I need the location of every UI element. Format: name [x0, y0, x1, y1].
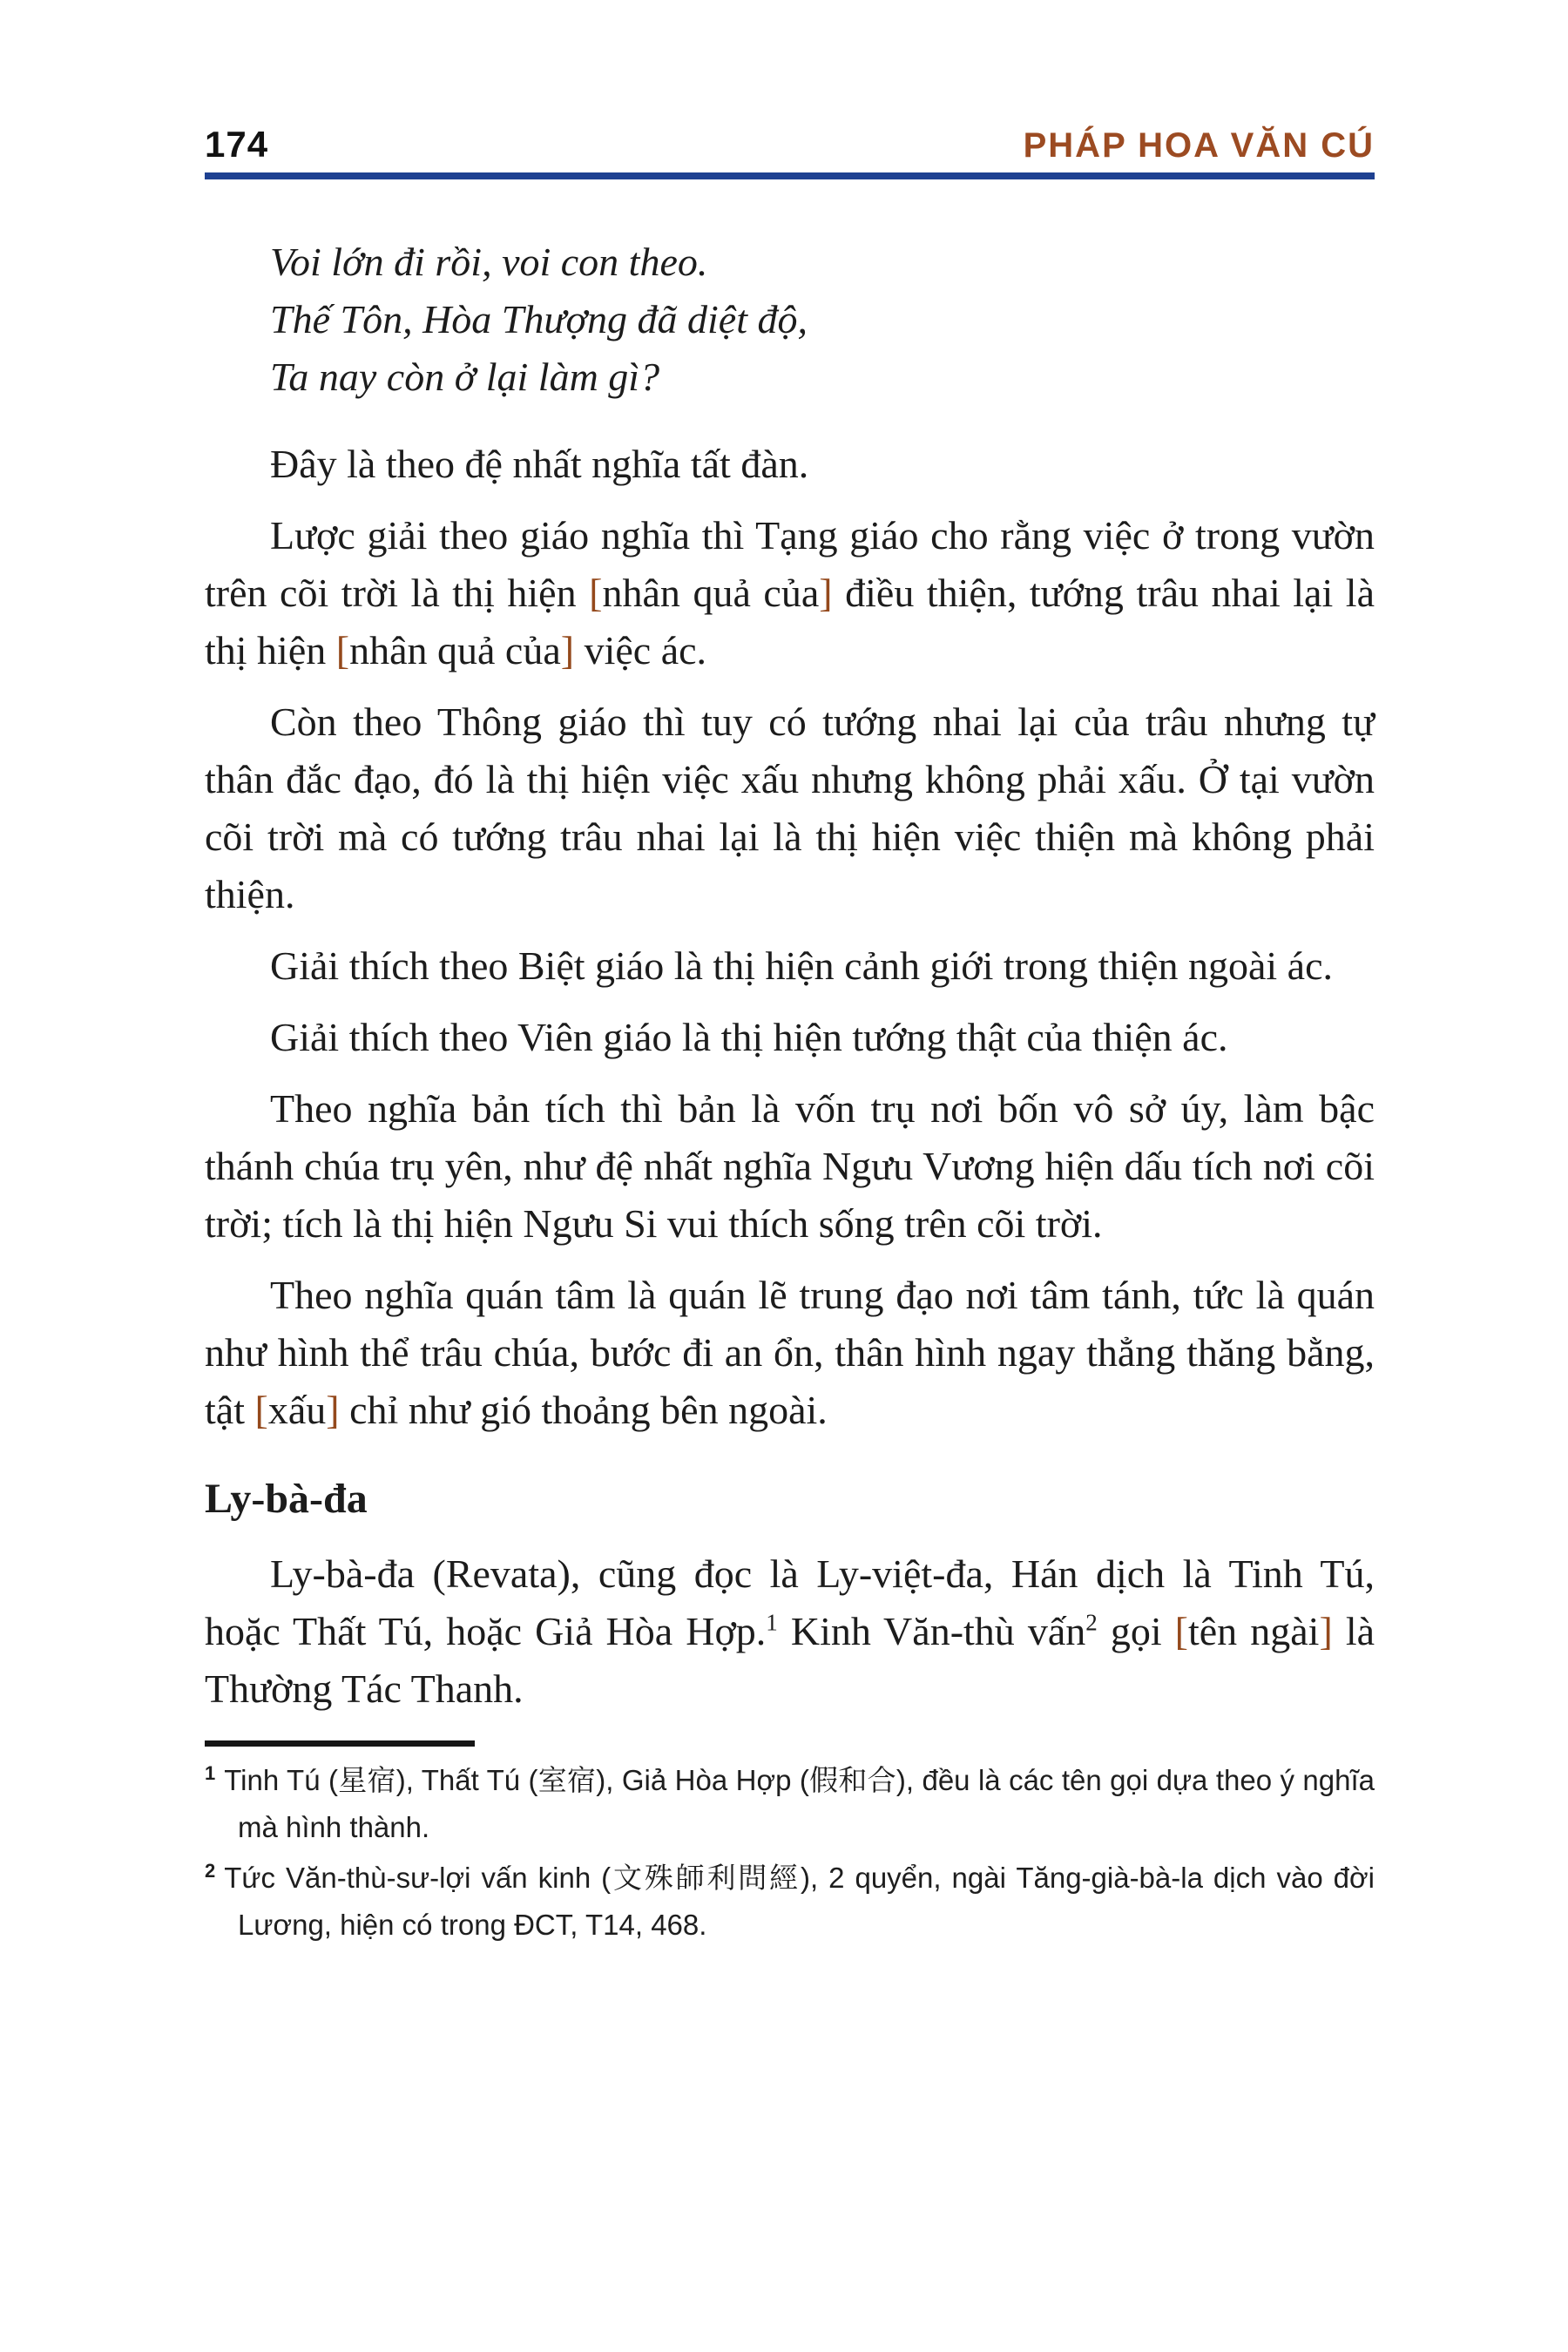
footnote-2: [205, 1855, 1375, 1949]
close-bracket: ]: [560, 628, 575, 672]
open-bracket: [: [335, 628, 350, 672]
close-bracket: ]: [1319, 1609, 1333, 1653]
bracketed-text: xấu: [267, 1388, 327, 1432]
paragraph-text: gọi: [1097, 1609, 1175, 1653]
footnote-reference-1: 1: [766, 1609, 778, 1636]
section-heading: Ly-bà-đa: [205, 1476, 368, 1522]
paragraph-vien-giao: Giải thích theo Viên giáo là thị hiện tướng thật của thiện ác.: [270, 1015, 1228, 1059]
running-title: PHÁP HOA VĂN CÚ: [1023, 126, 1375, 165]
paragraph-text: Kinh Văn-thù vấn: [777, 1609, 1086, 1653]
paragraph-text: Theo nghĩa quán tâm là quán lẽ trung đạo nơi tâm tánh, tức là quán như hình thể trâu chúa, bước đi an ổn, thân hình ngay thẳng thăng bằng, tật: [205, 1273, 1375, 1432]
footnote-2-text: Tức Văn-thù-sư-lợi vấn kinh (文殊師利問經), 2 quyển, ngài Tăng-già-bà-la dịch vào đời Lương, hiện có trong ĐCT, T14, 468.: [224, 1862, 1375, 1941]
footnote-1-text: Tinh Tú (星宿), Thất Tú (室宿), Giả Hòa Hợp (假和合), đều là các tên gọi dựa theo ý nghĩa mà hình thành.: [224, 1764, 1375, 1843]
header-rule: [205, 172, 1375, 179]
open-bracket: [: [1174, 1609, 1188, 1653]
paragraph-tang-giao: [205, 507, 1375, 679]
verse-line-3: Ta nay còn ở lại làm gì?: [270, 355, 660, 399]
paragraph-ly-ba-da: [205, 1545, 1375, 1718]
paragraph-text: việc ác.: [574, 628, 707, 672]
paragraph-de-nhat-nghia: Đây là theo đệ nhất nghĩa tất đàn.: [270, 442, 809, 486]
footnote-reference-2: 2: [1085, 1609, 1098, 1636]
footnote-2-marker: 2: [205, 1860, 216, 1882]
bracketed-text: tên ngài: [1187, 1609, 1320, 1653]
paragraph-biet-giao: Giải thích theo Biệt giáo là thị hiện cảnh giới trong thiện ngoài ác.: [270, 943, 1334, 988]
close-bracket: ]: [326, 1388, 340, 1432]
page-header: [205, 124, 1375, 166]
paragraph-quan-tam: [205, 1267, 1375, 1439]
bracketed-text: nhân quả của: [349, 628, 561, 672]
footnote-rule: [205, 1740, 475, 1747]
paragraph-thong-giao: Còn theo Thông giáo thì tuy có tướng nhai lại của trâu nhưng tự thân đắc đạo, đó là thị hiện việc xấu nhưng không phải xấu. Ở tại vườn cõi trời mà có tướng trâu nhai lại là thị hiện việc thiện mà không phải thiện.: [205, 700, 1375, 916]
page-number: 174: [205, 124, 269, 165]
paragraph-text: Lược giải theo giáo nghĩa thì Tạng giáo cho rằng việc ở trong vườn trên cõi trời là thị hiện: [205, 513, 1375, 615]
paragraph-text: điều thiện, tướng trâu nhai lại là thị hiện: [205, 571, 1375, 672]
open-bracket: [: [254, 1388, 268, 1432]
footnote-1: [205, 1757, 1375, 1851]
verse-line-2: Thế Tôn, Hòa Thượng đã diệt độ,: [270, 297, 808, 341]
paragraph-text: chỉ như gió thoảng bên ngoài.: [339, 1388, 828, 1432]
verse-block: [205, 233, 1375, 406]
paragraph-ban-tich: Theo nghĩa bản tích thì bản là vốn trụ nơi bốn vô sở úy, làm bậc thánh chúa trụ yên, như đệ nhất nghĩa Ngưu Vương hiện dấu tích nơi cõi trời; tích là thị hiện Ngưu Si vui thích sống trên cõi trời.: [205, 1086, 1375, 1246]
verse-line-1: Voi lớn đi rồi, voi con theo.: [270, 240, 708, 284]
close-bracket: ]: [819, 571, 833, 615]
paragraph-text: Ly-bà-đa (Revata), cũng đọc là Ly-việt-đa, Hán dịch là Tinh Tú, hoặc Thất Tú, hoặc Giả Hòa Hợp.: [205, 1551, 1375, 1653]
footnote-1-marker: 1: [205, 1762, 216, 1784]
footnotes-block: [205, 1757, 1375, 1949]
open-bracket: [: [589, 571, 603, 615]
bracketed-text: nhân quả của: [602, 571, 820, 615]
paragraph-text: là Thường Tác Thanh.: [205, 1609, 1375, 1711]
